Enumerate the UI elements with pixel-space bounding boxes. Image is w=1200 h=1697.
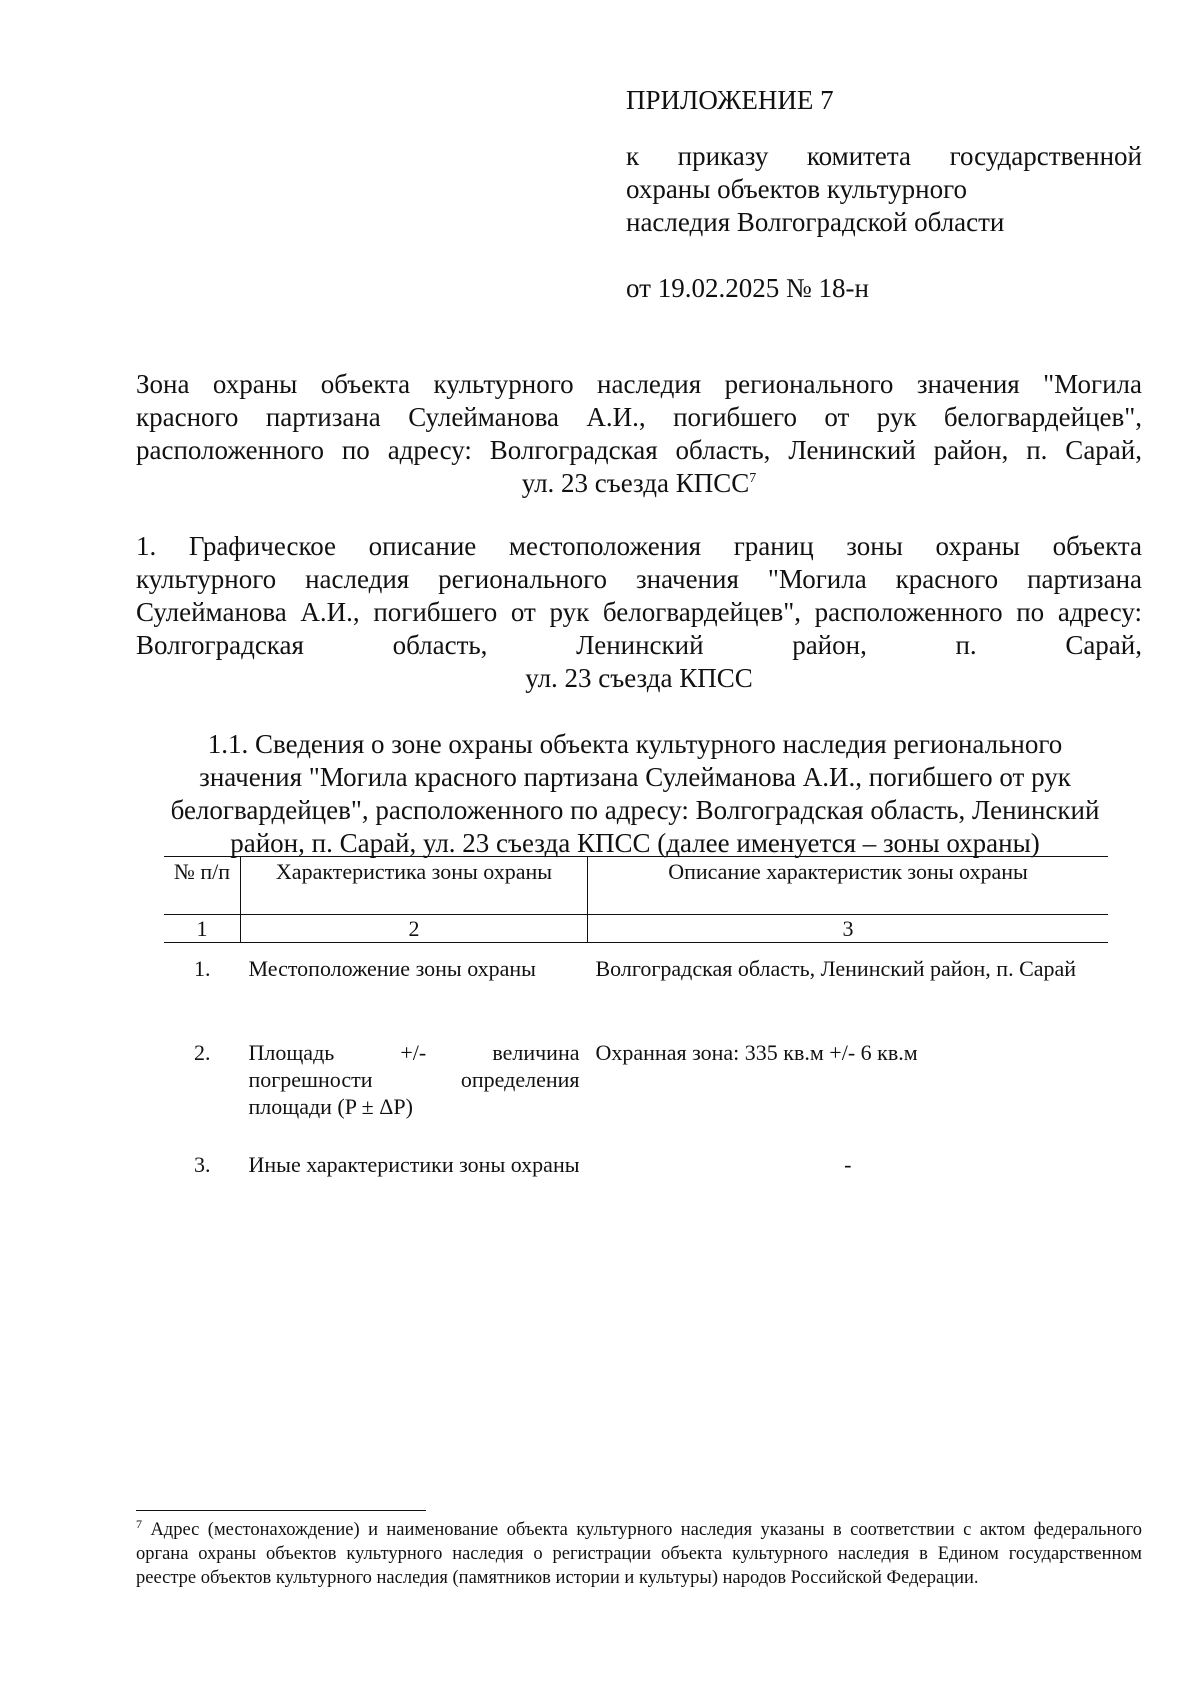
order-reference xyxy=(626,140,1142,239)
section-1-line: 1. Графическое описание местоположения границ зоны охраны объекта xyxy=(136,531,1142,561)
row-number: 2. xyxy=(194,1039,211,1065)
section-1-1-line: 1.1. Сведения о зоне охраны объекта культурного наследия регионального xyxy=(207,729,1063,759)
zone-title-address: ул. 23 съезда КПСС xyxy=(521,468,750,498)
table-row xyxy=(164,1027,1108,1139)
row-characteristic: Иные характеристики зоны охраны xyxy=(248,1151,580,1177)
section-1-heading xyxy=(136,530,1142,695)
zone-characteristics-table xyxy=(164,856,1108,1219)
table-header-row xyxy=(164,856,1108,915)
footnote-mark: 7 xyxy=(136,1516,142,1531)
zone-title-line: красного партизана Сулейманова А.И., погибшего от рук белогвардейцев", xyxy=(136,402,1142,432)
column-number: 2 xyxy=(241,915,588,943)
row-number: 1. xyxy=(194,956,211,981)
order-reference-line: охраны объектов культурного xyxy=(626,174,967,204)
row-number: 3. xyxy=(194,1151,211,1177)
table-row xyxy=(164,943,1108,1027)
section-1-line: культурного наследия регионального значения "Могила красного партизана xyxy=(136,564,1142,594)
section-1-last-line: ул. 23 съезда КПСС xyxy=(525,663,753,693)
section-1-line: Волгоградская область, Ленинский район, п. Сарай, xyxy=(136,630,1142,660)
section-1-1-line: значения "Могила красного партизана Сулейманова А.И., погибшего от рук xyxy=(199,762,1071,792)
zone-title-line: расположенного по адресу: Волгоградская область, Ленинский район, п. Сарай, xyxy=(136,435,1142,465)
order-reference-line: к приказу комитета государственной xyxy=(626,141,1142,171)
footnote-separator xyxy=(136,1510,426,1511)
row-description: Охранная зона: 335 кв.м +/- 6 кв.м xyxy=(595,1039,918,1065)
column-number: 3 xyxy=(588,915,1109,943)
row-description: - xyxy=(844,1151,852,1177)
zone-title-line: Зона охраны объекта культурного наследия регионального значения "Могила xyxy=(136,369,1142,399)
section-1-1-line: район, п. Сарай, ул. 23 съезда КПСС (далее именуется – зоны охраны) xyxy=(230,828,1040,858)
section-1-1-line: белогвардейцев", расположенного по адресу: Волгоградская область, Ленинский xyxy=(170,795,1100,825)
header-number: № п/п xyxy=(164,856,241,915)
order-date: от 19.02.2025 № 18-н xyxy=(626,273,869,303)
section-1-line: Сулейманова А.И., погибшего от рук белогвардейцев", расположенного по адресу: xyxy=(136,597,1142,627)
header-characteristic: Характеристика зоны охраны xyxy=(241,856,588,915)
table-column-number-row xyxy=(164,915,1108,943)
row-characteristic: Местоположение зоны охраны xyxy=(248,956,536,981)
zone-title xyxy=(136,368,1142,500)
row-description: Волгоградская область, Ленинский район, п. Сарай xyxy=(595,956,1077,981)
section-1-1-heading xyxy=(140,728,1130,860)
zone-title-last-line xyxy=(136,467,1142,500)
appendix-title: ПРИЛОЖЕНИЕ 7 xyxy=(626,85,834,115)
footnote-reference[interactable]: 7 xyxy=(749,471,757,486)
footnote xyxy=(136,1518,1142,1590)
column-number: 1 xyxy=(164,915,241,943)
table-row xyxy=(164,1139,1108,1219)
header-description: Описание характеристик зоны охраны xyxy=(588,856,1109,915)
footnote-text: Адрес (местонахождение) и наименование объекта культурного наследия указаны в соответствии с актом федерального органа охраны объектов культурного наследия о регистрации объекта культурного наследия в Едином государственном реестре объектов культурного наследия (памятников истории и культуры) народов Российской Федерации. xyxy=(136,1520,1142,1588)
row-characteristic: Площадь +/- величина погрешности определения площади (P ± ΔP) xyxy=(248,1039,580,1119)
order-reference-line: наследия Волгоградской области xyxy=(626,207,1005,237)
